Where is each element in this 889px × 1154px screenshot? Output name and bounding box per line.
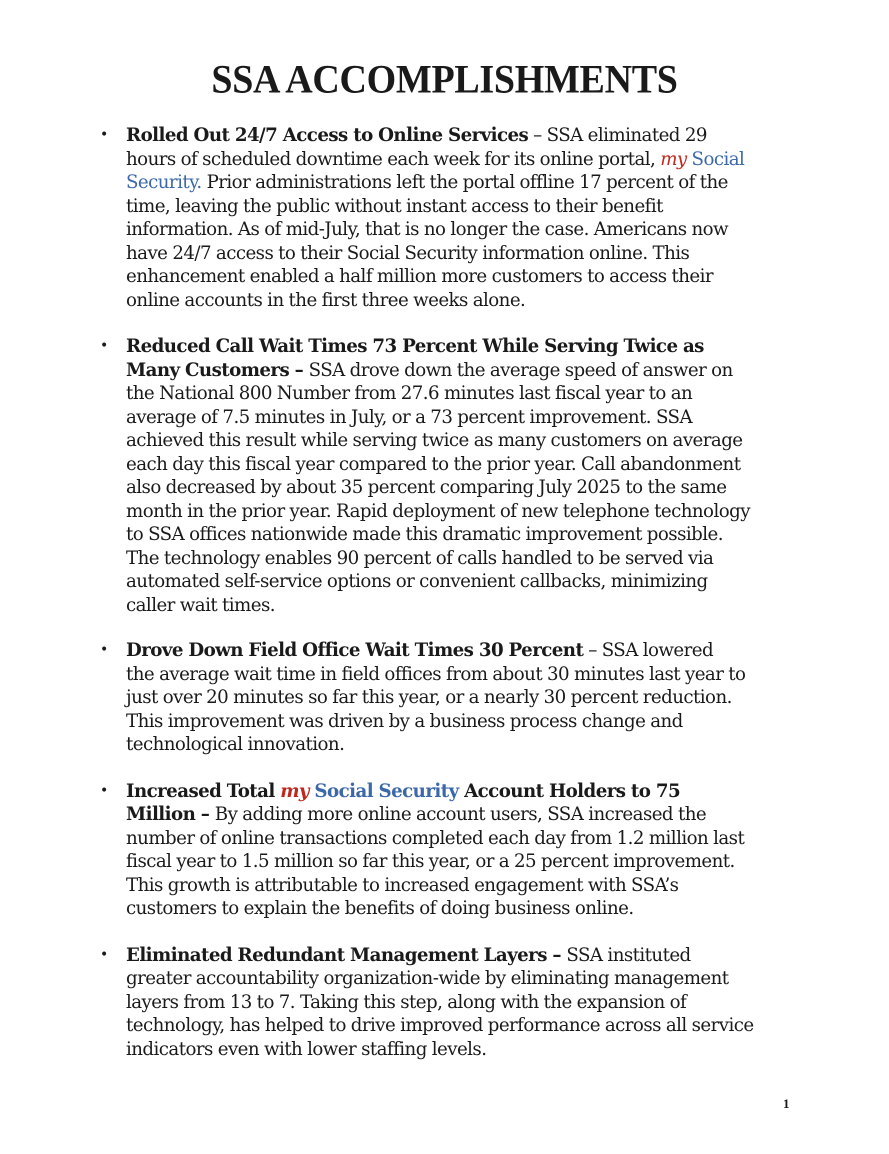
item-line: have 24/7 access to their Social Security information online. This bbox=[126, 242, 690, 264]
item-line bbox=[126, 803, 829, 827]
item-line: fiscal year to 1.5 million so far this year, or a 25 percent improvement. bbox=[126, 851, 735, 872]
item-line: also decreased by about 35 percent comparing July 2025 to the same bbox=[126, 477, 727, 498]
social-security-brand-text: Security. bbox=[126, 172, 202, 193]
social-security-brand-text: Social bbox=[686, 148, 745, 170]
item-text: By adding more online account users, SSA increased the bbox=[214, 804, 707, 825]
item-line bbox=[126, 359, 829, 383]
item-line: The technology enables 90 percent of calls handled to be served via bbox=[126, 547, 714, 569]
item-line: layers from 13 to 7. Taking this step, along with the expansion of bbox=[126, 991, 687, 1013]
accomplishment-item-online-access bbox=[0, 124, 889, 312]
item-line: technological innovation. bbox=[126, 734, 345, 755]
item-line: This improvement was driven by a business process change and bbox=[126, 710, 683, 732]
item-line: average of 7.5 minutes in July, or a 73 percent improvement. SSA bbox=[126, 406, 693, 428]
bullet-icon: • bbox=[100, 946, 108, 963]
item-heading: Account Holders to 75 bbox=[458, 780, 681, 802]
bullet-icon: • bbox=[100, 338, 108, 354]
item-heading: Rolled Out 24/7 Access to Online Services bbox=[126, 125, 529, 146]
item-text: – SSA lowered bbox=[583, 640, 714, 661]
item-line bbox=[126, 124, 829, 148]
item-line: indicators even with lower staffing levels. bbox=[126, 1038, 487, 1060]
accomplishment-item-call-wait-times bbox=[0, 335, 889, 617]
item-line: information. As of mid-July, that is no longer the case. Americans now bbox=[126, 219, 729, 240]
item-line bbox=[126, 780, 829, 804]
item-line: each day this fiscal year compared to the prior year. Call abandonment bbox=[126, 453, 741, 475]
bullet-icon: • bbox=[100, 127, 108, 143]
item-line: online accounts in the first three weeks alone. bbox=[126, 289, 526, 311]
social-security-brand-text: Social Security bbox=[308, 780, 459, 802]
item-line: just over 20 minutes so far this year, or a nearly 30 percent reduction. bbox=[126, 687, 732, 708]
item-line bbox=[126, 639, 829, 663]
item-line: month in the prior year. Rapid deployment of new telephone technology bbox=[126, 500, 750, 522]
item-line: the average wait time in field offices from about 30 minutes last year to bbox=[126, 663, 746, 685]
item-line: customers to explain the benefits of doing business online. bbox=[126, 898, 634, 919]
item-line: caller wait times. bbox=[126, 594, 275, 616]
my-brand-text: my bbox=[660, 148, 687, 170]
item-line: automated self-service options or convenient callbacks, minimizing bbox=[126, 571, 708, 592]
item-heading: Many Customers – bbox=[126, 359, 309, 381]
item-heading: Million – bbox=[126, 804, 215, 825]
accomplishment-item-field-office-wait bbox=[0, 639, 889, 757]
bullet-icon: • bbox=[100, 782, 108, 799]
page-title: SSA ACCOMPLISHMENTS bbox=[211, 57, 678, 103]
accomplishments-list bbox=[0, 124, 889, 1061]
item-heading: Increased Total bbox=[126, 780, 281, 802]
item-text: SSA drove down the average speed of answer on bbox=[308, 359, 733, 381]
item-text: hours of scheduled downtime each week for its online portal, bbox=[126, 148, 661, 170]
item-line: This growth is attributable to increased engagement with SSA’s bbox=[126, 874, 679, 896]
item-text: Prior administrations left the portal offline 17 percent of the bbox=[201, 172, 728, 193]
bullet-icon: • bbox=[100, 642, 108, 658]
my-brand-text: my bbox=[280, 780, 309, 802]
item-line: achieved this result while serving twice as many customers on average bbox=[126, 430, 743, 451]
item-line: technology, has helped to drive improved performance across all service bbox=[126, 1015, 754, 1036]
item-line: time, leaving the public without instant access to their benefit bbox=[126, 195, 663, 217]
item-line: number of online transactions completed each day from 1.2 million last bbox=[126, 827, 745, 849]
item-line bbox=[126, 171, 829, 195]
item-line: enhancement enabled a half million more customers to access their bbox=[126, 266, 714, 287]
item-heading: Reduced Call Wait Times 73 Percent While Serving Twice as bbox=[126, 336, 704, 357]
item-text: – SSA eliminated 29 bbox=[528, 125, 707, 146]
accomplishment-item-management-layers bbox=[0, 944, 889, 1062]
item-line: to SSA offices nationwide made this dramatic improvement possible. bbox=[126, 524, 723, 545]
item-line bbox=[126, 944, 829, 968]
item-text: SSA instituted bbox=[566, 944, 691, 966]
page-number: 1 bbox=[783, 1096, 790, 1111]
item-line: greater accountability organization-wide by eliminating management bbox=[126, 968, 729, 989]
item-heading: Drove Down Field Office Wait Times 30 Percent bbox=[126, 640, 584, 661]
accomplishment-item-account-holders bbox=[0, 780, 889, 921]
item-heading: Eliminated Redundant Management Layers – bbox=[126, 944, 567, 966]
item-line: the National 800 Number from 27.6 minutes last fiscal year to an bbox=[126, 383, 693, 404]
item-line bbox=[126, 148, 829, 172]
